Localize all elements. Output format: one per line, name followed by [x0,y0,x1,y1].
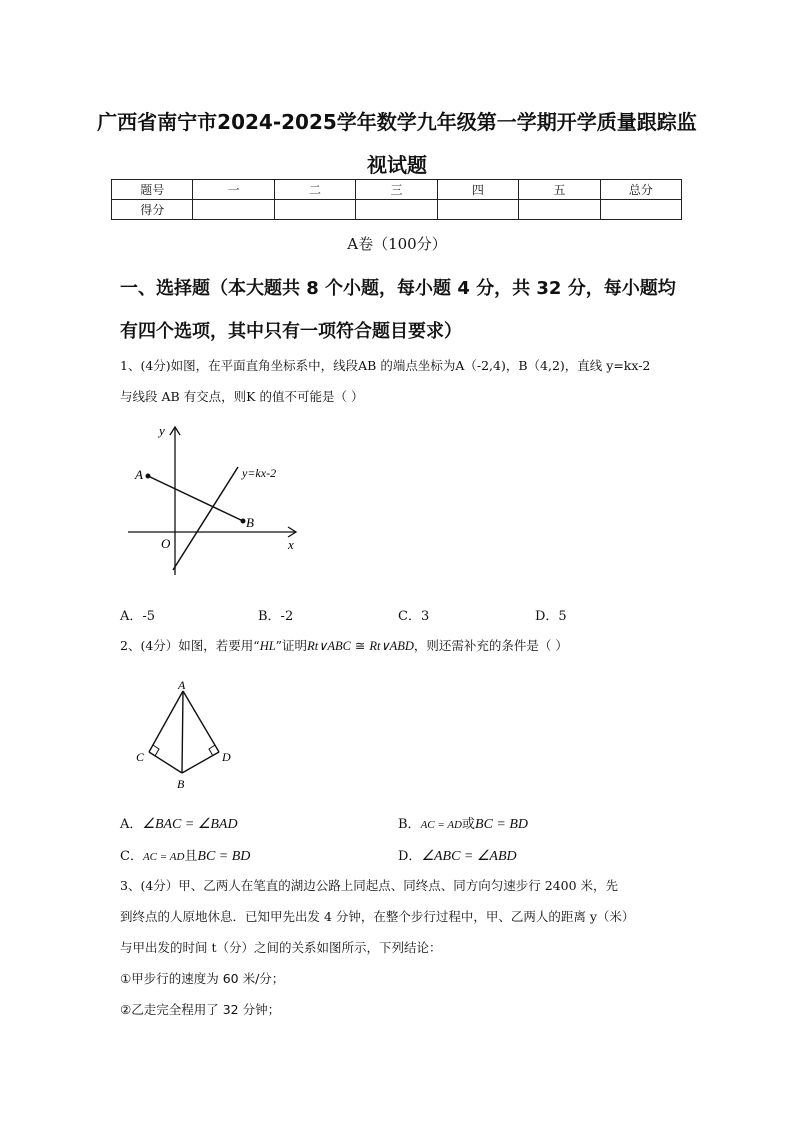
vertex-d-label: D [222,750,231,764]
segment-ad [183,691,219,752]
q3-item-1-text: 甲步行的速度为 60 米/分； [131,971,285,986]
q2-option-b[interactable] [398,813,528,833]
table-header-cell: 五 [519,180,600,200]
option-letter: C． [120,849,143,864]
score-cell[interactable] [356,200,437,220]
point-a [146,474,151,479]
segment-ac [149,691,183,752]
vertex-a-label: A [178,678,186,692]
vertex-c-label: C [136,750,145,764]
q1-option-b[interactable]: B．-2 [258,609,294,624]
title-line-2: 视试题 [367,153,427,177]
q2-suffix: ，则还需补充的条件是（ ） [413,638,568,653]
q2-congruent: ≅ [350,638,370,653]
option-small-expr: AC = AD [420,819,463,831]
option-expr: ∠BAC = ∠BAD [142,817,238,832]
option-small-expr: AC = AD [142,851,185,863]
option-letter: A． [120,817,143,832]
table-header-cell: 总分 [600,180,681,200]
q3-item-2 [120,1000,280,1018]
score-table-header-row [112,180,682,200]
x-axis-label: x [288,537,294,552]
q2-rt-abd: Rt∨ABD [369,639,414,653]
q2-prefix: 2、(4分）如图，若要用“ [120,638,260,653]
segment-db [182,752,219,773]
option-expr: ∠ABC = ∠ABD [421,849,517,864]
q3-line-3: 与甲出发的时间 t（分）之间的关系如图所示，下列结论： [120,940,442,955]
y-axis-label: y [159,423,165,438]
option-join: 且 [184,849,198,864]
point-b [241,519,246,524]
table-header-cell: 一 [193,180,274,200]
point-b-label: B [246,515,254,530]
table-header-cell: 题号 [112,180,193,200]
option-expr: BC = BD [475,817,529,832]
q1-option-c[interactable]: C．3 [398,609,430,624]
section-heading-line-2: 有四个选项，其中只有一项符合题目要求） [120,321,462,342]
section-heading-line-1: 一、选择题（本大题共 8 个小题，每小题 4 分，共 32 分，每小题均 [120,278,676,299]
point-a-label: A [135,467,143,482]
q3-item-2-text: 乙走完全程用了 32 分钟； [131,1002,281,1017]
score-cell[interactable] [274,200,355,220]
volume-label: A卷（100分） [347,235,447,253]
q2-option-c[interactable] [120,845,250,865]
q3-item-1 [120,969,284,987]
table-header-cell: 三 [356,180,437,200]
score-cell[interactable] [519,200,600,220]
q1-line-2: 与线段 AB 有交点，则K 的值不可能是（ ） [120,389,364,404]
q1-line-1: 1、(4分)如图，在平面直角坐标系中，线段AB 的端点坐标为A（-2,4)，B（4,2)，直线 y=kx-2 [120,358,651,373]
line-label: y=kx-2 [242,466,277,480]
q1-option-d[interactable]: D．5 [535,609,567,624]
score-table-score-row [112,200,682,220]
title-line-1: 广西省南宁市2024-2025学年数学九年级第一学期开学质量跟踪监 [97,110,697,134]
origin-label: O [161,536,171,551]
q2-stem [120,636,568,654]
q2-rt-abc: Rt∨ABC [307,639,351,653]
score-table [111,179,682,220]
score-cell[interactable] [193,200,274,220]
option-join: 或 [462,817,476,832]
table-header-cell: 四 [437,180,518,200]
q2-option-a[interactable] [120,813,238,833]
line-y-kx-2 [173,467,238,570]
q1-option-a[interactable]: A．-5 [120,609,156,624]
segment-cb [149,752,182,773]
q2-option-d[interactable] [398,845,517,865]
option-letter: D． [398,849,422,864]
table-header-cell: 二 [274,180,355,200]
score-cell[interactable] [437,200,518,220]
q1-coordinate-figure [120,415,320,585]
q2-mid: ”证明 [275,638,308,653]
score-cell[interactable] [600,200,681,220]
option-expr: BC = BD [197,849,251,864]
option-letter: B． [398,817,421,832]
q2-hl: HL [259,639,276,653]
q3-line-1: 3、(4分）甲、乙两人在笔直的湖边公路上同起点、同终点、同方向匀速步行 2400 米，先 [120,878,619,893]
segment-ab [182,691,183,773]
circled-number-2: ② [120,1002,132,1017]
score-row-label: 得分 [112,200,193,220]
circled-number-1: ① [120,971,132,986]
q2-kite-figure [125,675,245,797]
q3-line-2: 到终点的人原地休息．已知甲先出发 4 分钟，在整个步行过程中，甲、乙两人的距离 y（米） [120,909,635,924]
vertex-b-label: B [177,777,185,791]
